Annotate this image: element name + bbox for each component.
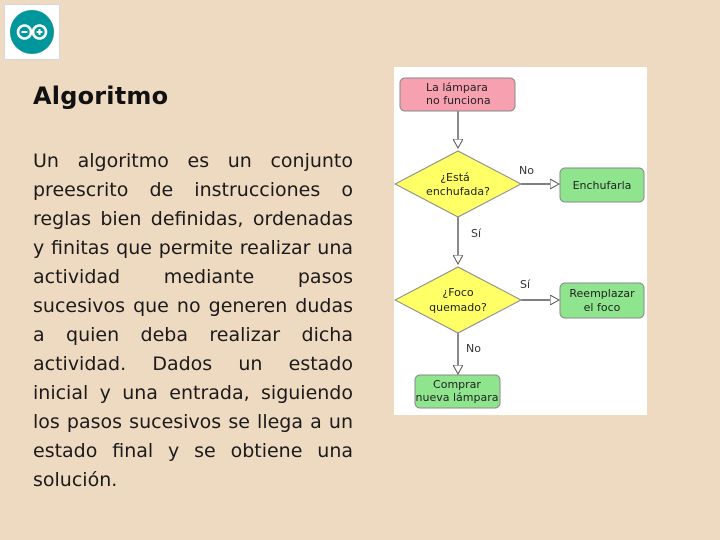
action1-line1: Enchufarla [572,179,632,192]
decision1-line2: enchufada? [426,185,490,198]
start-line2: no funciona [426,94,491,107]
decision2-line1: ¿Foco [442,286,474,299]
arduino-logo [4,4,60,60]
label-no-2: No [466,342,481,355]
end-line2: nueva lámpara [415,391,499,404]
decision1-line1: ¿Está [440,171,470,184]
label-si-2: Sí [520,278,531,291]
slide-title: Algoritmo [33,82,169,110]
action2-line2: el foco [583,301,621,314]
decision2-line2: quemado? [429,301,487,314]
flowchart [394,67,647,415]
start-line1: La lámpara [426,81,488,94]
end-line1: Comprar [433,378,481,391]
action2-line1: Reemplazar [569,287,635,300]
flowchart-canvas [394,67,647,415]
label-si-1: Sí [471,227,482,240]
decision2-diamond [395,267,521,333]
decision1-diamond [395,151,521,217]
slide-body-text: Un algoritmo es un conjunto preescrito de instrucciones o reglas bien definidas, ordenadas y finitas que permite realizar una actividad mediante pasos sucesivos que no generen dudas a quien deba realizar dicha actividad. Dados un estado inicial y una entrada, siguiendo los pasos sucesivos se llega a un estado final y se obtiene una solución. [33,150,353,491]
arduino-logo-icon [5,5,59,59]
label-no-1: No [519,164,534,177]
